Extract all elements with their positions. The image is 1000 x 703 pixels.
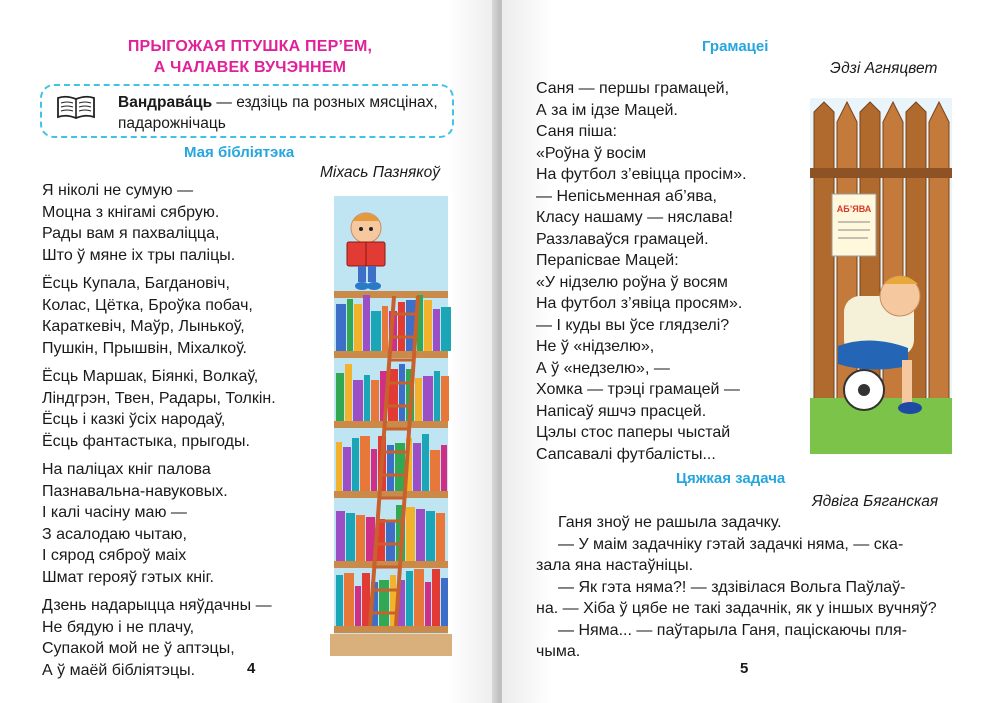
poem-line: Хомка — трэці грамацей — — [536, 381, 740, 398]
poem-line: Супакой мой не ў аптэцы, — [42, 640, 235, 657]
glossary-box — [40, 84, 454, 138]
poem-author: Міхась Пазнякоў — [320, 164, 440, 181]
proverb-line-1: ПРЫГОЖАЯ ПТУШКА ПЕР’ЕМ, — [127, 38, 373, 55]
glossary-term: Вандрава́ць — [118, 94, 213, 111]
poem-title-right: Грамацеі — [702, 38, 769, 55]
poem-line: На футбол з’явіца просям». — [536, 295, 743, 312]
notice-sign-text: АБ’ЯВА — [836, 204, 872, 214]
poem-line: Ёсць фантастыка, прыгоды. — [42, 432, 250, 450]
story-author: Ядвіга Бяганская — [812, 493, 939, 510]
right-page — [502, 0, 1000, 703]
poem-author-right: Эдзі Агняцвет — [830, 60, 938, 77]
poem-line: Я ніколі не сумую — — [42, 182, 194, 199]
poem-line: А ў маёй бібліятэцы. — [42, 661, 196, 679]
page-number-right: 5 — [740, 660, 749, 677]
poem-text-right — [536, 78, 747, 465]
story-line: чыма. — [536, 643, 581, 660]
glossary-definition: — ездзіць па розных мясцінах, падарожнічаць — [118, 94, 438, 132]
poem-line: Ёсць Купала, Багдановіч, — [42, 275, 230, 292]
poem-text — [42, 180, 276, 688]
poem-line: На паліцах кніг палова — [42, 461, 211, 478]
poem-line: Не ў «нідзелю», — [536, 338, 655, 355]
notice-sign — [832, 194, 876, 256]
poem-line: «У нідзелю роўна ў восям — [536, 273, 728, 291]
story-text — [536, 512, 937, 663]
poem-line: Рады вам я пахваліцца, — [42, 225, 220, 242]
poem-line: А за ім ідзе Мацей. — [536, 101, 678, 119]
poem-line: Пазнавальна-навуковых. — [42, 482, 228, 500]
proverb-heading — [40, 36, 460, 78]
open-book-icon — [56, 94, 96, 120]
poem-line: Класу нашаму — няслава! — [536, 209, 733, 226]
poem-stanza — [42, 366, 276, 452]
poem-line: Не бядую і не плачу, — [42, 618, 195, 636]
fence-illustration — [810, 98, 952, 454]
poem-line: Дзень надарыцца няўдачны — — [42, 597, 272, 614]
proverb-line-2: А ЧАЛАВЕК ВУЧЭННЕМ — [153, 59, 347, 76]
poem-title: Мая бібліятэка — [184, 144, 295, 161]
poem-stanza — [42, 180, 276, 266]
poem-line: Шмат герояў гэтых кніг. — [42, 568, 214, 586]
poem-line: Раззлаваўся грамацей. — [536, 230, 709, 248]
poem-line: «Роўна ў восім — [536, 144, 647, 162]
poem-line: Напісаў яшчэ прасцей. — [536, 402, 707, 420]
left-page — [0, 0, 498, 703]
poem-line: Караткевіч, Маўр, Лынькоў, — [42, 318, 245, 335]
poem-line: — Непісьменная аб’ява, — [536, 187, 717, 205]
poem-stanza — [42, 595, 276, 681]
poem-line: З асалодаю чытаю, — [42, 525, 187, 543]
poem-line: І сярод сяброў маіх — [42, 547, 187, 564]
poem-line: Ліндгрэн, Твен, Радары, Толкін. — [42, 389, 276, 407]
story-line: зала яна настаўніцы. — [536, 557, 694, 574]
poem-line: Саня піша: — [536, 123, 617, 140]
poem-line: Колас, Цётка, Броўка побач, — [42, 296, 253, 314]
poem-line: А ў «недзелю», — — [536, 359, 670, 377]
poem-line: На футбол з’евіцца просім». — [536, 166, 747, 183]
story-title: Цяжкая задача — [676, 470, 786, 487]
poem-line: Што ў мяне іх тры паліцы. — [42, 246, 236, 264]
poem-stanza — [42, 273, 276, 359]
poem-line: Пушкін, Прышвін, Міхалкоў. — [42, 339, 247, 357]
story-line: на. — Хіба ў цябе не такі задачнік, як у іншых вучняў? — [536, 600, 937, 617]
poem-line: Перапісвае Мацей: — [536, 252, 679, 269]
poem-line: Саня — першы грамацей, — [536, 80, 730, 97]
story-line: — Як гэта няма?! — здзівілася Вольга Паўлаў- — [558, 578, 906, 596]
poem-line: Моцна з кнігамі сябрую. — [42, 203, 220, 221]
story-line: — Няма... — паўтарыла Ганя, паціскаючы пля- — [558, 621, 907, 639]
poem-stanza — [42, 459, 276, 588]
story-line: — У маім задачніку гэтай задачкі няма, — ска- — [558, 535, 904, 553]
poem-line: Ёсць Маршак, Біянкі, Волкаў, — [42, 368, 259, 385]
poem-line: — І куды вы ўсе глядзелі? — [536, 316, 730, 334]
story-line: Ганя зноў не рашыла задачку. — [558, 514, 782, 531]
page-number-left: 4 — [247, 660, 256, 677]
poem-line: Сапсавалі футбалісты... — [536, 445, 716, 463]
poem-line: Цэлы стос паперы чыстай — [536, 424, 731, 441]
poem-line: І калі часіну маю — — [42, 504, 187, 521]
bookshelf-illustration — [330, 196, 452, 656]
poem-line: Ёсць і казкі ўсіх народаў, — [42, 411, 226, 428]
